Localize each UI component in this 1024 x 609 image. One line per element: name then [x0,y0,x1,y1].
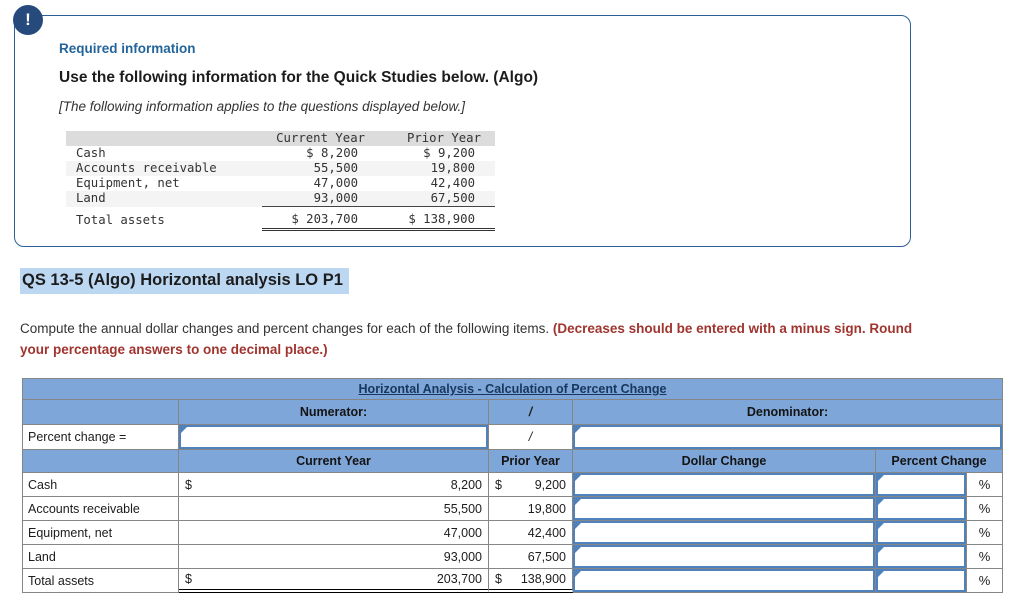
table-row: Cash $ 8,200 $ 9,200 [76,146,475,160]
denominator-input[interactable] [573,425,1002,449]
row-label: Accounts receivable [23,497,179,521]
numerator-header: Numerator: [179,400,489,425]
current-year-value: 55,500 [179,497,489,521]
quick-studies-title: Use the following information for the Quick Studies below. (Algo) [59,69,539,86]
prior-year-value: 67,500 [489,545,573,569]
percent-change-label: Percent change = [23,425,179,450]
percent-suffix: % [966,545,1002,568]
percent-suffix: % [966,497,1002,520]
column-header-percent-change: Percent Change [876,450,1003,473]
exclamation-icon: ! [13,5,43,35]
divide-symbol: / [489,425,573,450]
required-info-box [14,10,911,247]
row-label: Equipment, net [23,521,179,545]
fin-header-blank [66,131,262,146]
percent-change-input[interactable] [876,521,966,544]
row-label: Land [23,545,179,569]
column-header-current-year: Current Year [179,450,489,473]
table-row: Equipment, net 47,000 42,400 [76,176,475,190]
table-row: Accounts receivable 55,500 19,800 [66,161,495,176]
dollar-change-input[interactable] [573,473,875,496]
prior-year-value: $ 9,200 [489,473,573,497]
applies-below-note: [The following information applies to the questions displayed below.] [59,99,465,114]
financial-data-table [66,131,495,231]
question-heading: QS 13-5 (Algo) Horizontal analysis LO P1 [20,268,349,294]
fin-header-prior-year: Prior Year [406,131,481,145]
prior-year-value: 42,400 [489,521,573,545]
percent-suffix: % [966,473,1002,496]
dollar-sign: $ [495,477,502,492]
analysis-title: Horizontal Analysis - Calculation of Percent Change [23,379,1003,400]
percent-change-input[interactable] [876,569,966,592]
formula-header-blank [23,400,179,425]
prior-year-value: $ 138,900 [489,569,573,593]
denominator-header: Denominator: [573,400,1003,425]
total-assets-row: Total assets $ 203,700 $ 138,900 [66,207,495,230]
current-year-value: $ 203,700 [179,569,489,593]
percent-change-input[interactable] [876,545,966,568]
table-row: Land 93,000 67,500 [66,191,495,207]
instruction-normal: Compute the annual dollar changes and percent changes for each of the following items. [20,321,553,336]
instruction-text [20,318,936,360]
column-header-prior-year: Prior Year [489,450,573,473]
percent-change-input[interactable] [876,497,966,520]
percent-change-input[interactable] [876,473,966,496]
dollar-change-input[interactable] [573,569,875,592]
divide-symbol: / [489,400,573,425]
prior-year-value: 19,800 [489,497,573,521]
numerator-input[interactable] [179,425,488,449]
percent-suffix: % [966,569,1002,592]
column-header-blank [23,450,179,473]
dollar-sign: $ [185,572,192,586]
fin-header-current-year: Current Year [276,131,365,145]
fin-header-row [66,131,495,146]
dollar-change-input[interactable] [573,497,875,520]
column-header-dollar-change: Dollar Change [573,450,876,473]
percent-suffix: % [966,521,1002,544]
current-year-value: 93,000 [179,545,489,569]
dollar-change-input[interactable] [573,545,875,568]
current-year-value: $ 8,200 [179,473,489,497]
row-label: Cash [23,473,179,497]
dollar-sign: $ [495,572,502,586]
current-year-value: 47,000 [179,521,489,545]
horizontal-analysis-table [22,378,1003,593]
instruction-warning: (Decreases should be entered with a minus sign. Round your percentage answers to one decimal place.) [20,321,913,357]
dollar-sign: $ [185,477,192,492]
required-info-label: Required information [59,41,196,56]
row-label: Total assets [23,569,179,593]
dollar-change-input[interactable] [573,521,875,544]
